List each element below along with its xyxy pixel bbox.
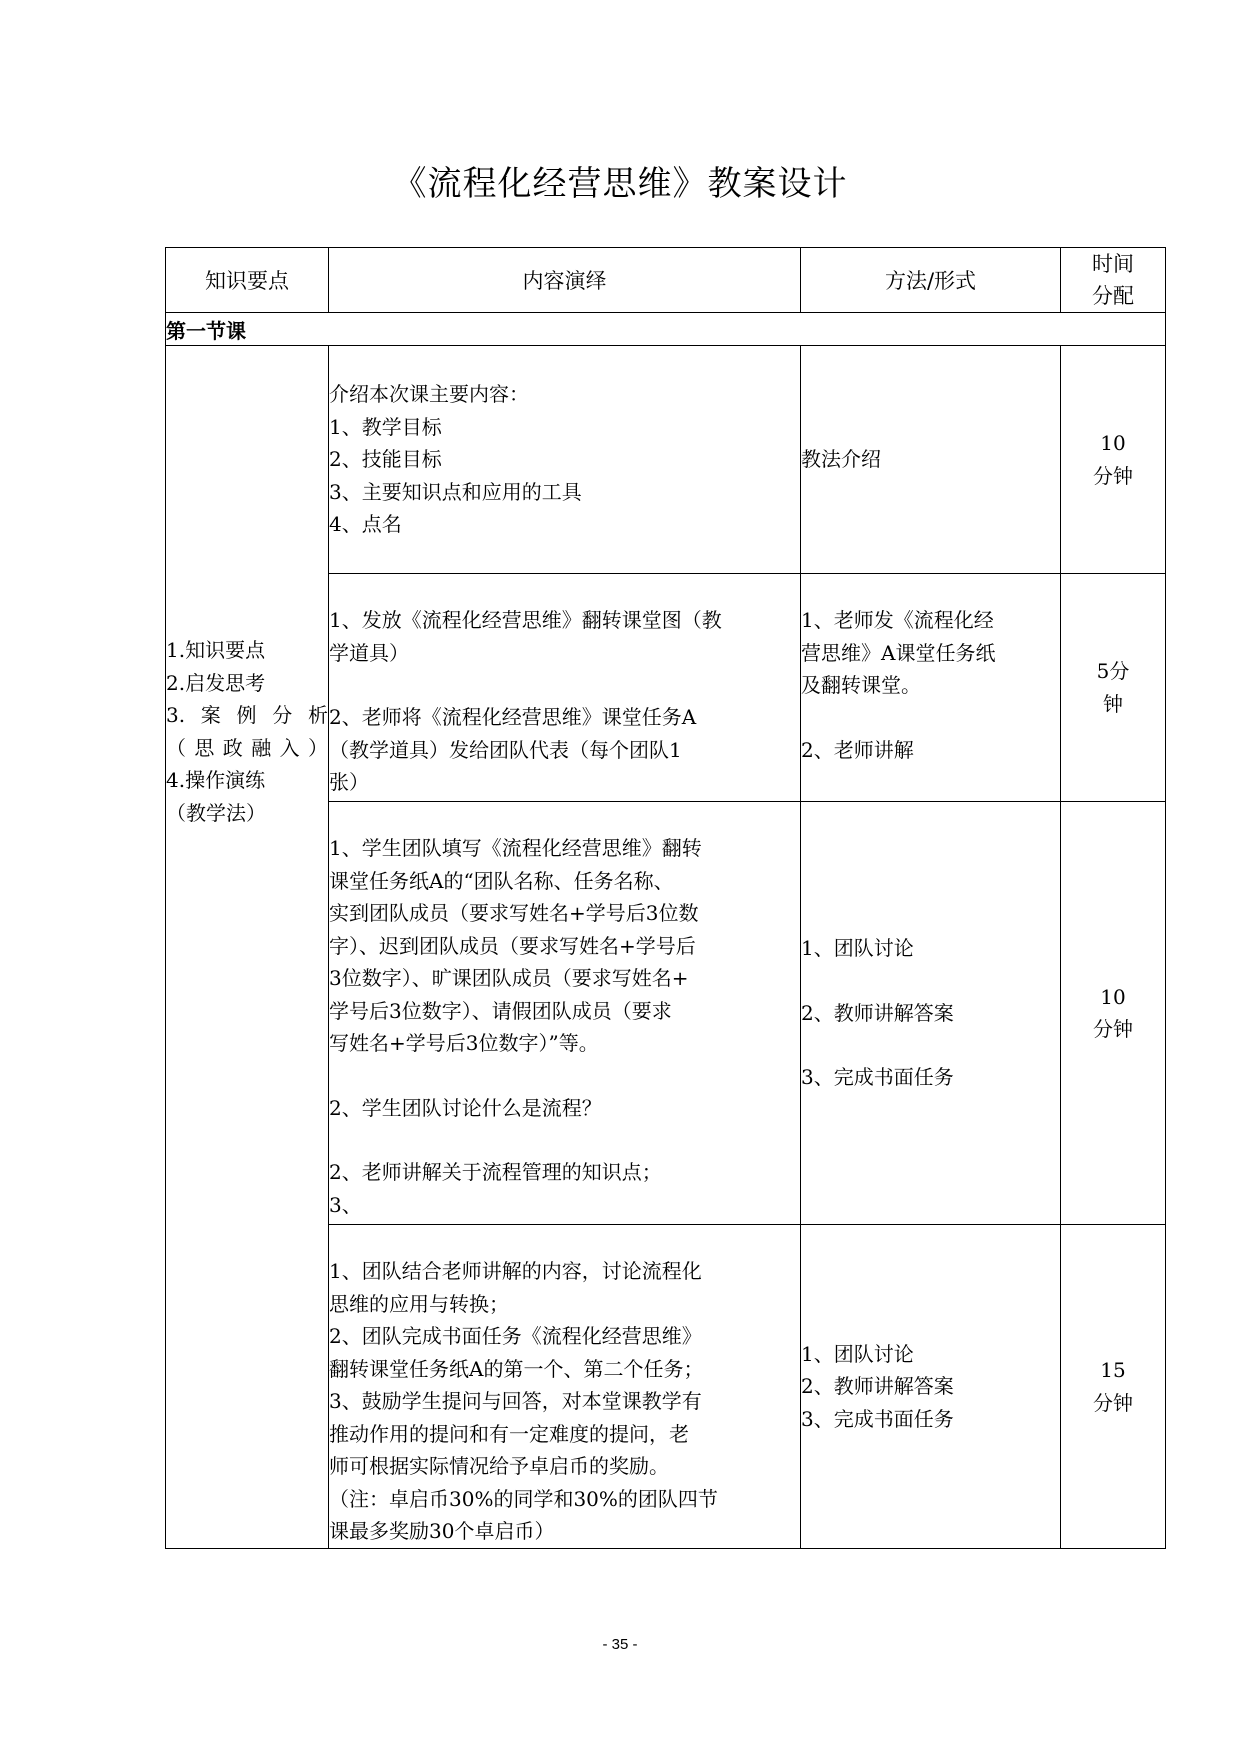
content-cell — [329, 574, 801, 802]
method-line: 及翻转课堂。 — [801, 673, 921, 697]
time-line: 5分 — [1096, 659, 1130, 683]
content-cell — [329, 802, 801, 1225]
header-method: 方法/形式 — [801, 248, 1061, 313]
content-line: 2、团队完成书面任务《流程化经营思维》 — [329, 1324, 702, 1348]
time-line: 15 — [1100, 1358, 1126, 1382]
method-line: 3、完成书面任务 — [801, 1406, 954, 1431]
content-line: 3位数字）、旷课团队成员（要求写姓名+ — [329, 966, 689, 990]
content-line: 师可根据实际情况给予卓启币的奖励。 — [329, 1454, 669, 1478]
content-line: 课最多奖励30个卓启币） — [329, 1519, 555, 1543]
content-line: 4、点名 — [329, 512, 402, 537]
knowledge-point: （教学法） — [166, 800, 266, 825]
content-line: 思维的应用与转换； — [329, 1291, 509, 1316]
content-line: 实到团队成员（要求写姓名+学号后3位数 — [329, 901, 699, 925]
method-line: 1、团队讨论 — [801, 936, 914, 961]
content-line: 介绍本次课主要内容： — [329, 382, 529, 407]
content-spacer — [329, 1124, 800, 1156]
method-cell — [801, 1225, 1061, 1549]
time-line: 分钟 — [1093, 1017, 1133, 1041]
content-spacer — [329, 1060, 800, 1092]
content-line: 课堂任务纸A的“团队名称、任务名称、 — [329, 868, 674, 893]
time-line: 分钟 — [1093, 463, 1133, 488]
method-cell — [801, 802, 1061, 1225]
header-time — [1061, 248, 1166, 313]
content-line: （注：卓启币30%的同学和30%的团队四节 — [329, 1486, 718, 1511]
method-line: 2、教师讲解答案 — [801, 1374, 954, 1399]
time-cell — [1061, 802, 1166, 1225]
content-line: 翻转课堂任务纸A的第一个、第二个任务； — [329, 1356, 704, 1381]
time-cell — [1061, 574, 1166, 802]
page-number: - 35 - — [602, 1636, 638, 1653]
section-title: 第一节课 — [166, 313, 1166, 346]
method-cell — [801, 574, 1061, 802]
content-line: 2、老师将《流程化经营思维》课堂任务A — [329, 705, 697, 729]
content-line: 写姓名+学号后3位数字）”等。 — [329, 1031, 599, 1055]
content-spacer — [329, 669, 800, 701]
header-knowledge: 知识要点 — [166, 248, 329, 313]
content-line: 1、教学目标 — [329, 414, 442, 439]
method-line: 2、老师讲解 — [801, 737, 914, 762]
time-cell — [1061, 346, 1166, 574]
content-line: 3、鼓励学生提问与回答，对本堂课教学有 — [329, 1389, 702, 1413]
method-line: 3、完成书面任务 — [801, 1065, 954, 1090]
time-line: 分钟 — [1093, 1390, 1133, 1415]
method-line: 1、团队讨论 — [801, 1341, 914, 1366]
time-line: 钟 — [1103, 691, 1123, 716]
content-line: （教学道具）发给团队代表（每个团队1 — [329, 737, 682, 762]
method-line: 教法介绍 — [801, 447, 881, 472]
content-line: 2、技能目标 — [329, 447, 442, 472]
content-line: 3、主要知识点和应用的工具 — [329, 479, 582, 504]
content-cell — [329, 1225, 801, 1549]
content-line: 2、老师讲解关于流程管理的知识点； — [329, 1160, 662, 1184]
content-line: 1、学生团队填写《流程化经营思维》翻转 — [329, 836, 702, 860]
content-line: 学道具） — [329, 640, 409, 665]
method-cell — [801, 346, 1061, 574]
header-time-line-1: 时间 — [1092, 252, 1134, 276]
knowledge-point: 2.启发思考 — [166, 670, 266, 695]
content-line: 字）、迟到团队成员（要求写姓名+学号后 — [329, 933, 696, 958]
lesson-plan-table — [165, 247, 1166, 1549]
header-time-line-2: 分配 — [1092, 284, 1134, 308]
time-cell — [1061, 1225, 1166, 1549]
method-line: 营思维》A课堂任务纸 — [801, 640, 996, 665]
content-line: 张） — [329, 770, 369, 794]
content-line: 1、发放《流程化经营思维》翻转课堂图（教 — [329, 608, 722, 632]
header-content: 内容演绎 — [329, 248, 801, 313]
table-row — [166, 346, 1166, 574]
knowledge-point: （思政融入） — [166, 735, 328, 760]
content-line: 推动作用的提问和有一定难度的提问，老 — [329, 1421, 689, 1446]
document-title: 《流程化经营思维》教案设计 — [392, 164, 848, 204]
content-line: 学号后3位数字）、请假团队成员（要求 — [329, 998, 672, 1023]
time-line: 10 — [1100, 984, 1126, 1009]
content-line: 1、团队结合老师讲解的内容，讨论流程化 — [329, 1259, 702, 1283]
method-line: 2、教师讲解答案 — [801, 1000, 954, 1025]
method-spacer — [801, 702, 1060, 734]
content-cell — [329, 346, 801, 574]
content-line: 3、 — [329, 1192, 362, 1217]
knowledge-point: 1.知识要点 — [166, 638, 266, 662]
knowledge-points-cell — [166, 346, 329, 1549]
knowledge-point: 4.操作演练 — [166, 768, 266, 792]
section-row — [166, 313, 1166, 346]
time-line: 10 — [1100, 431, 1126, 455]
method-line: 1、老师发《流程化经 — [801, 608, 994, 632]
knowledge-point: 3.案例分析 — [166, 703, 328, 727]
method-spacer — [801, 1029, 1060, 1061]
table-header-row — [166, 248, 1166, 313]
method-spacer — [801, 965, 1060, 997]
content-line: 2、学生团队讨论什么是流程？ — [329, 1095, 602, 1120]
